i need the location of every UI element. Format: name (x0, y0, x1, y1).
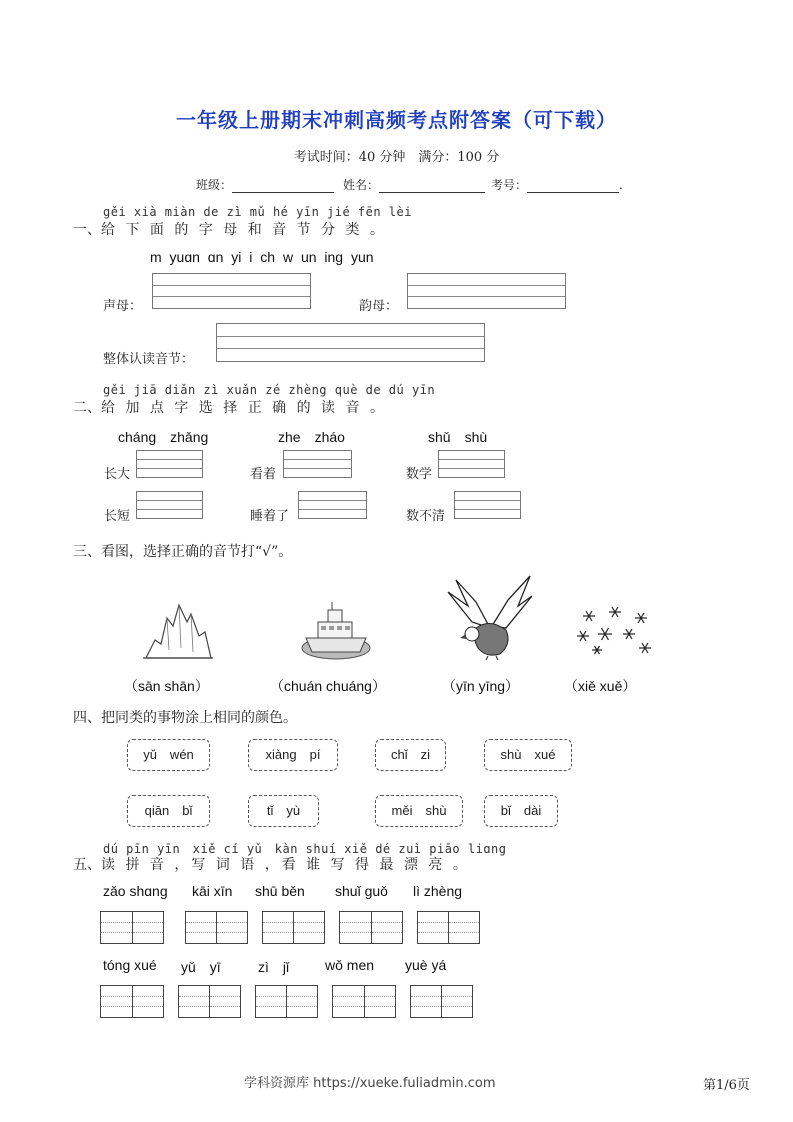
write-grid-tongxue[interactable] (100, 985, 164, 1018)
word-card-yuwen[interactable]: yǔ wén (127, 739, 210, 771)
caption-ship[interactable]: （chuán chuáng） (270, 678, 386, 694)
q1-text: 给 下 面 的 字 母 和 音 节 分 类 。 (101, 222, 387, 238)
page-number: 第1/6页 (703, 1078, 750, 1093)
q5-word-yueya: yuè yá (405, 957, 447, 973)
word-card-meishu[interactable]: měi shù (375, 795, 463, 827)
q5-word-shuben: shū běn (255, 883, 305, 899)
q2-text: 给 加 点 字 选 择 正 确 的 读 音 。 (101, 400, 387, 416)
q2-answer-shubuqing[interactable] (454, 491, 521, 519)
write-grid-kaixin[interactable] (185, 911, 248, 944)
q5-text: 读 拼 音 ，写 词 语 ，看 谁 写 得 最 漂 亮 。 (101, 857, 470, 873)
class-blank[interactable] (232, 179, 334, 193)
class-label: 班级： (196, 178, 233, 192)
caption-mountain[interactable]: （sān shān） (124, 678, 209, 694)
q5-word-shuiguo: shuǐ guǒ (335, 883, 388, 899)
name-label: 姓名： (343, 178, 380, 192)
exam-info: 考试时间：40 分钟 满分：100 分 (293, 150, 500, 165)
number-label: 考号： (491, 178, 528, 192)
q4-heading: 四、把同类的事物涂上相同的颜色。 (73, 710, 297, 726)
shengmu-answer-lines[interactable] (152, 273, 311, 309)
page-title: 一年级上册期末冲刺高频考点附答案（可下载） (176, 108, 617, 132)
q2-group3-pinyin: shǔ shù (428, 429, 488, 445)
q5-word-kaixin: kāi xīn (192, 883, 233, 899)
q2-group2-pinyin: zhe zháo (278, 429, 345, 445)
name-blank[interactable] (379, 179, 485, 193)
q2-word-zhangda: 长大 (104, 467, 131, 482)
q2-answer-kanzhe[interactable] (283, 450, 352, 478)
word-card-shuxue[interactable]: shù xué (484, 739, 572, 771)
caption-eagle[interactable]: （yīn yīng） (442, 678, 520, 694)
q1-number: 一、 (73, 222, 101, 238)
q5-heading (73, 854, 470, 874)
q5-word-ziji: zì jǐ (258, 959, 290, 975)
q2-word-changduan: 长短 (104, 509, 131, 524)
q2-word-shuizhaole: 睡着了 (250, 509, 290, 524)
q2-answer-shuizhaole[interactable] (298, 491, 367, 519)
class-field (196, 176, 334, 193)
write-grid-yueya[interactable] (410, 985, 473, 1018)
q5-word-tongxue: tóng xué (103, 957, 157, 973)
word-card-xiangpi[interactable]: xiàng pí (248, 739, 338, 771)
q5-word-women: wǒ men (325, 957, 375, 973)
q1-heading (73, 219, 387, 239)
q1-items: m yuɑn ɑn yi i ch w un ing yun (150, 249, 374, 265)
write-grid-lizheng[interactable] (417, 911, 480, 944)
word-card-tiyu[interactable]: tǐ yù (248, 795, 319, 827)
shengmu-label: 声母： (103, 299, 143, 314)
q2-heading (73, 397, 387, 417)
q2-answer-changduan[interactable] (136, 491, 203, 519)
zhengti-answer-lines[interactable] (216, 323, 485, 362)
q2-answer-zhangda[interactable] (136, 450, 203, 478)
q5-word-yuyi: yǔ yī (181, 959, 221, 975)
number-field: 考号： . (491, 178, 623, 192)
q5-pinyin: dú pīn yīn xiě cí yǔ kàn shuí xiě dé zuì piāo liɑng (103, 842, 507, 856)
write-grid-women[interactable] (332, 985, 396, 1018)
word-card-chizi[interactable]: chǐ zi (375, 739, 446, 771)
zhengti-label: 整体认读音节： (103, 352, 195, 367)
number-blank[interactable] (527, 179, 619, 193)
q2-number: 二、 (73, 400, 101, 416)
q1-pinyin: gěi xià miàn de zì mǔ hé yīn jié fēn lèi (103, 205, 412, 219)
name-field (343, 176, 485, 193)
ship-image (298, 598, 374, 662)
caption-snow[interactable]: （xiě xuě） (564, 678, 637, 694)
write-grid-shuben[interactable] (262, 911, 325, 944)
q5-word-lizheng: lì zhèng (413, 883, 463, 899)
q2-answer-shuxue[interactable] (438, 450, 505, 478)
word-card-qianbi[interactable]: qiān bǐ (127, 795, 210, 827)
mountain-image (143, 600, 213, 662)
q2-pinyin: gěi jiā diǎn zì xuǎn zé zhèng què de dú yīn (103, 383, 436, 397)
q2-word-shubuqing: 数不清 (406, 509, 446, 524)
yunmu-answer-lines[interactable] (407, 273, 566, 309)
q5-number: 五、 (73, 857, 101, 873)
write-grid-zaoshang[interactable] (100, 911, 164, 944)
write-grid-yuyi[interactable] (178, 985, 241, 1018)
eagle-image (446, 572, 532, 662)
source-footer: 学科资源库 https://xueke.fuliadmin.com (244, 1076, 496, 1091)
q2-group1-pinyin: cháng zhǎng (118, 429, 209, 445)
q3-heading: 三、看图，选择正确的音节打“√”。 (73, 544, 293, 560)
write-grid-ziji[interactable] (255, 985, 318, 1018)
write-grid-shuiguo[interactable] (339, 911, 403, 944)
yunmu-label: 韵母： (359, 299, 399, 314)
q5-word-zaoshang: zǎo shɑng (103, 883, 168, 899)
word-card-bidai[interactable]: bǐ dài (484, 795, 558, 827)
q2-word-kanzhe: 看着 (250, 467, 277, 482)
q2-word-shuxue: 数学 (406, 467, 433, 482)
snowflakes-image (575, 604, 655, 660)
